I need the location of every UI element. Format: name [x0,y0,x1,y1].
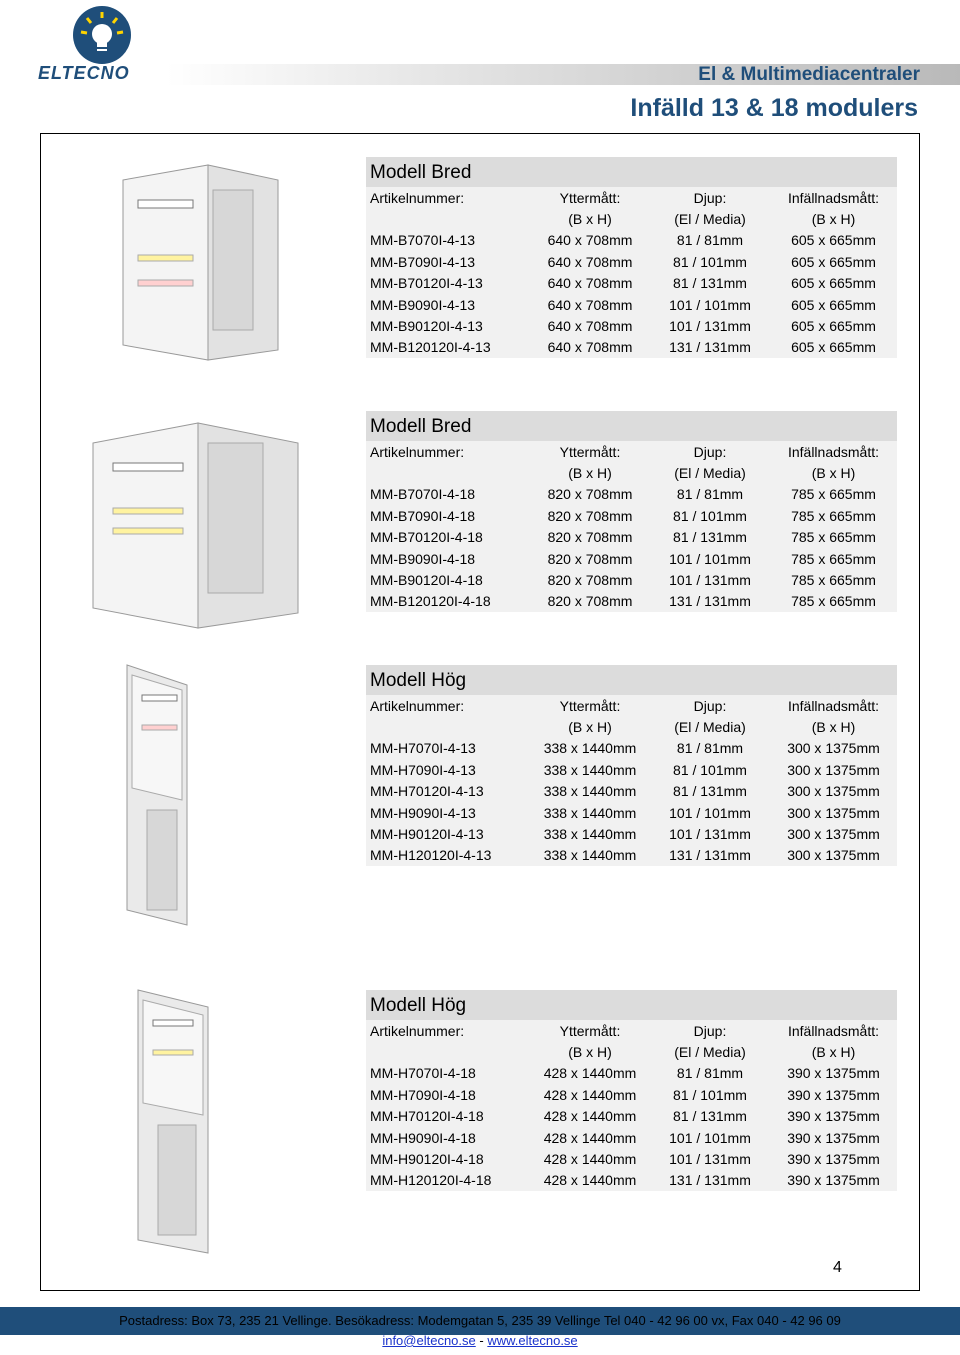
cell-art: MM-B9090I-4-13 [370,296,476,313]
cell-depth: 101 / 131mm [669,826,751,843]
cell-depth: 101 / 131mm [669,1151,751,1168]
table-header-row [366,1020,897,1041]
cell-depth: 101 / 131mm [669,572,751,589]
table-row [366,802,897,823]
cell-recess: 390 x 1375mm [787,1151,880,1168]
table-row [366,781,897,802]
cell-recess: 605 x 665mm [791,339,876,356]
cell-depth: 81 / 101mm [673,761,747,778]
table-row [366,294,897,315]
col-sub-recess: (B x H) [811,465,856,482]
tall-cabinet-13-image [112,660,222,932]
cell-recess: 390 x 1375mm [787,1065,880,1082]
cell-outer: 640 x 708mm [547,253,633,270]
cell-outer: 820 x 708mm [547,529,633,546]
cell-art: MM-H120120I-4-13 [370,847,492,864]
cell-depth: 81 / 101mm [673,1086,747,1103]
table-subheader-row [366,716,897,737]
cell-art: MM-H9090I-4-13 [370,804,476,821]
col-sub-outer: (B x H) [568,1044,612,1061]
cell-outer: 428 x 1440mm [543,1108,637,1125]
table-title: Modell Hög [366,990,897,1020]
footer-email-link[interactable]: info@eltecno.se [382,1333,476,1348]
cell-outer: 640 x 708mm [547,296,633,313]
cell-outer: 338 x 1440mm [543,804,637,821]
cell-recess: 605 x 665mm [791,318,876,335]
cell-recess: 605 x 665mm [791,296,876,313]
cell-outer: 820 x 708mm [547,550,633,567]
cell-art: MM-H7070I-4-18 [370,1065,476,1082]
cell-recess: 785 x 665mm [791,486,876,503]
cell-recess: 785 x 665mm [791,572,876,589]
table-row [366,845,897,866]
col-header-recess: Infällnadsmått: [787,189,880,206]
footer-links [0,1333,960,1348]
cell-recess: 300 x 1375mm [787,761,880,778]
col-header-depth: Djup: [693,1022,727,1039]
cell-outer: 338 x 1440mm [543,783,637,800]
cell-depth: 81 / 131mm [673,275,747,292]
page-number: 4 [833,1259,842,1276]
footer-address: Postadress: Box 73, 235 21 Vellinge. Besökadress: Modemgatan 5, 235 39 Vellinge Tel 040 - 42 96 00 vx, Fax 040 - 42 96 09 [119,1313,841,1328]
cell-art: MM-H7070I-4-13 [370,740,476,757]
cell-depth: 101 / 101mm [669,296,751,313]
col-header-recess: Infällnadsmått: [787,1022,880,1039]
table-row [366,738,897,759]
cell-art: MM-H70120I-4-13 [370,783,484,800]
footer-separator: - [479,1333,484,1348]
col-header-outer: Yttermått: [559,1022,621,1039]
cell-outer: 820 x 708mm [547,572,633,589]
cell-art: MM-B7070I-4-13 [370,232,476,249]
cell-depth: 81 / 81mm [676,232,744,249]
cell-recess: 300 x 1375mm [787,826,880,843]
table-header-row [366,187,897,208]
table-row [366,251,897,272]
cell-art: MM-B7090I-4-18 [370,507,476,524]
cell-depth: 81 / 131mm [673,783,747,800]
table-row [366,1148,897,1169]
col-sub-depth: (El / Media) [674,719,746,736]
cell-outer: 428 x 1440mm [543,1129,637,1146]
cell-recess: 605 x 665mm [791,232,876,249]
table-row [366,569,897,590]
cell-depth: 101 / 101mm [669,550,751,567]
cell-recess: 390 x 1375mm [787,1172,880,1189]
cell-art: MM-B120120I-4-13 [370,339,491,356]
cell-depth: 81 / 101mm [673,507,747,524]
cell-art: MM-H7090I-4-18 [370,1086,476,1103]
col-sub-recess: (B x H) [811,719,856,736]
col-sub-recess: (B x H) [811,1044,856,1061]
cell-outer: 338 x 1440mm [543,826,637,843]
table-subheader-row [366,1041,897,1062]
cell-recess: 785 x 665mm [791,550,876,567]
cell-recess: 785 x 665mm [791,593,876,610]
cell-depth: 81 / 131mm [673,529,747,546]
table-row [366,230,897,251]
cell-art: MM-H90120I-4-18 [370,1151,484,1168]
cell-outer: 428 x 1440mm [543,1086,637,1103]
cell-depth: 131 / 131mm [669,1172,751,1189]
logo-lightbulb-icon [73,6,131,64]
table-row [366,591,897,612]
table-row [366,1127,897,1148]
tall-cabinet-18-image [128,985,238,1260]
cell-depth: 81 / 81mm [676,740,744,757]
table-row [366,548,897,569]
cell-recess: 300 x 1375mm [787,783,880,800]
cell-art: MM-H90120I-4-13 [370,826,484,843]
cell-depth: 101 / 131mm [669,318,751,335]
table-subheader-row [366,462,897,483]
col-sub-recess: (B x H) [811,211,856,228]
cell-recess: 390 x 1375mm [787,1129,880,1146]
col-header-art: Artikelnummer: [370,697,465,714]
table-subheader-row [366,208,897,229]
cell-art: MM-B7070I-4-18 [370,486,476,503]
table-header-row [366,441,897,462]
table-row [366,337,897,358]
col-header-art: Artikelnummer: [370,189,465,206]
cell-art: MM-H7090I-4-13 [370,761,476,778]
cell-depth: 81 / 81mm [676,1065,744,1082]
table-row [366,505,897,526]
cell-art: MM-B7090I-4-13 [370,253,476,270]
cell-art: MM-H9090I-4-18 [370,1129,476,1146]
table-row [366,759,897,780]
cell-depth: 131 / 131mm [669,593,751,610]
cell-recess: 785 x 665mm [791,529,876,546]
cell-recess: 605 x 665mm [791,253,876,270]
table-row [366,315,897,336]
spec-table-hog-18 [366,990,897,1191]
cell-recess: 390 x 1375mm [787,1086,880,1103]
cell-depth: 101 / 101mm [669,1129,751,1146]
cell-outer: 428 x 1440mm [543,1151,637,1168]
table-row [366,1063,897,1084]
cell-outer: 820 x 708mm [547,486,633,503]
table-row [366,484,897,505]
col-sub-depth: (El / Media) [674,465,746,482]
cell-art: MM-B90120I-4-18 [370,572,483,589]
cell-outer: 338 x 1440mm [543,761,637,778]
cell-outer: 640 x 708mm [547,339,633,356]
table-title: Modell Bred [366,411,897,441]
cell-art: MM-H70120I-4-18 [370,1108,484,1125]
table-row [366,273,897,294]
cell-recess: 300 x 1375mm [787,804,880,821]
col-header-art: Artikelnummer: [370,443,465,460]
col-header-depth: Djup: [693,189,727,206]
cell-art: MM-H120120I-4-18 [370,1172,492,1189]
cell-recess: 605 x 665mm [791,275,876,292]
logo-wordmark: ELTECNO [38,63,130,83]
cell-outer: 820 x 708mm [547,507,633,524]
wide-cabinet-13-image [118,160,288,370]
header-tagline: El & Multimediacentraler [698,64,920,85]
cell-depth: 131 / 131mm [669,339,751,356]
col-sub-outer: (B x H) [568,465,612,482]
cell-outer: 428 x 1440mm [543,1065,637,1082]
col-header-recess: Infällnadsmått: [787,697,880,714]
spec-table-bred-18 [366,411,897,612]
cell-art: MM-B9090I-4-18 [370,550,476,567]
col-header-outer: Yttermått: [559,697,621,714]
cell-outer: 640 x 708mm [547,318,633,335]
table-row [366,1106,897,1127]
table-title: Modell Hög [366,665,897,695]
table-row [366,1084,897,1105]
cell-outer: 640 x 708mm [547,275,633,292]
col-header-depth: Djup: [693,443,727,460]
cell-outer: 640 x 708mm [547,232,633,249]
table-title: Modell Bred [366,157,897,187]
cell-recess: 300 x 1375mm [787,740,880,757]
col-header-art: Artikelnummer: [370,1022,465,1039]
cell-art: MM-B90120I-4-13 [370,318,483,335]
col-header-recess: Infällnadsmått: [787,443,880,460]
col-sub-outer: (B x H) [568,719,612,736]
spec-table-hog-13 [366,665,897,866]
cell-outer: 338 x 1440mm [543,740,637,757]
cell-art: MM-B70120I-4-18 [370,529,483,546]
page-title: Infälld 13 & 18 modulers [630,94,918,122]
cell-art: MM-B70120I-4-13 [370,275,483,292]
cell-art: MM-B120120I-4-18 [370,593,491,610]
wide-cabinet-18-image [88,413,308,635]
col-sub-depth: (El / Media) [674,211,746,228]
footer-website-link[interactable]: www.eltecno.se [487,1333,578,1348]
table-row [366,1170,897,1191]
cell-depth: 131 / 131mm [669,847,751,864]
col-sub-depth: (El / Media) [674,1044,746,1061]
cell-depth: 81 / 131mm [673,1108,747,1125]
table-row [366,823,897,844]
cell-depth: 101 / 101mm [669,804,751,821]
cell-outer: 338 x 1440mm [543,847,637,864]
col-sub-outer: (B x H) [568,211,612,228]
cell-outer: 428 x 1440mm [543,1172,637,1189]
cell-outer: 820 x 708mm [547,593,633,610]
table-header-row [366,695,897,716]
cell-depth: 81 / 81mm [676,486,744,503]
col-header-outer: Yttermått: [559,443,621,460]
table-row [366,527,897,548]
spec-table-bred-13 [366,157,897,358]
cell-recess: 390 x 1375mm [787,1108,880,1125]
cell-recess: 300 x 1375mm [787,847,880,864]
col-header-depth: Djup: [693,697,727,714]
cell-depth: 81 / 101mm [673,253,747,270]
cell-recess: 785 x 665mm [791,507,876,524]
col-header-outer: Yttermått: [559,189,621,206]
